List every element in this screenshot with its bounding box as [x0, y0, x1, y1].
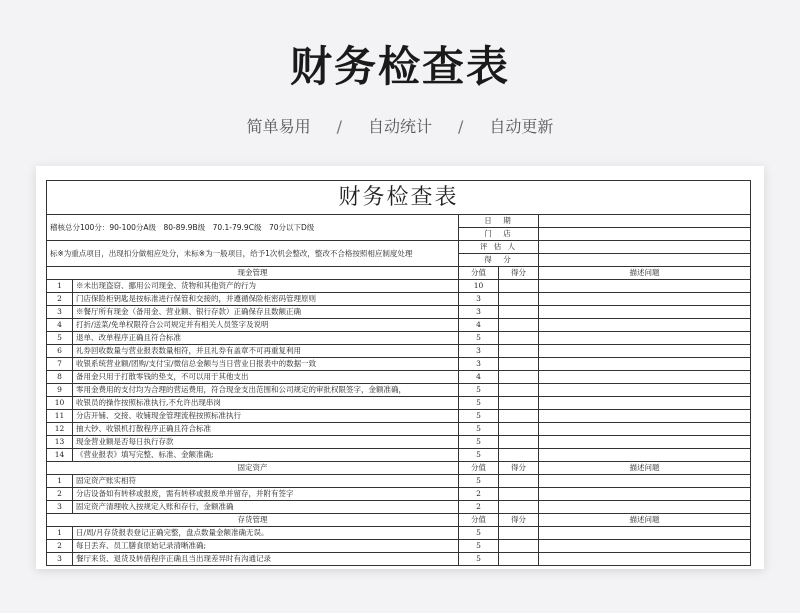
table-row — [47, 488, 751, 501]
item-points: 5 — [459, 449, 499, 462]
item-description: 固定资产账实相符 — [73, 475, 459, 488]
item-issue-cell[interactable] — [539, 397, 751, 410]
points-header: 分值 — [459, 462, 499, 475]
section-name: 现金管理 — [47, 267, 459, 280]
item-description: 每日丢弃、员工膳食原始记录清晰准确; — [73, 540, 459, 553]
sheet-title: 财务检查表 — [47, 181, 751, 215]
tagline-item-easy: 简单易用 — [246, 117, 311, 136]
item-score-cell[interactable] — [499, 332, 539, 345]
section-header-row — [47, 514, 751, 527]
item-description: 零用金费用的支付均为合理的营运费用，符合现金支出范围和公司规定的审批权限签字，金额准确， — [73, 384, 459, 397]
section-name: 固定资产 — [47, 462, 459, 475]
item-number: 4 — [47, 319, 73, 332]
table-row — [47, 436, 751, 449]
item-score-cell[interactable] — [499, 475, 539, 488]
item-description: 餐厅来货、退货及转借程序正确且当出现差异时有沟通记录 — [73, 553, 459, 566]
item-description: 固定资产清理收入按规定入账和存行，金额准确 — [73, 501, 459, 514]
item-issue-cell[interactable] — [539, 410, 751, 423]
table-row — [47, 527, 751, 540]
item-number: 1 — [47, 280, 73, 293]
item-number: 10 — [47, 397, 73, 410]
inspection-table — [46, 180, 751, 566]
item-issue-cell[interactable] — [539, 293, 751, 306]
item-score-cell[interactable] — [499, 501, 539, 514]
section-header-row — [47, 462, 751, 475]
issue-header: 描述问题 — [539, 514, 751, 527]
grading-info: 稽核总分100分：90-100分A级 80-89.9B级 70.1-79.9C级 70分以下D级 — [47, 215, 459, 241]
table-row — [47, 332, 751, 345]
table-row — [47, 410, 751, 423]
score-label: 得 分 — [459, 254, 539, 267]
table-row — [47, 345, 751, 358]
item-issue-cell[interactable] — [539, 449, 751, 462]
table-row — [47, 280, 751, 293]
table-row — [47, 553, 751, 566]
item-number: 2 — [47, 293, 73, 306]
inspector-value[interactable] — [539, 241, 751, 254]
item-issue-cell[interactable] — [539, 436, 751, 449]
item-description: 抽大钞、收银机打散程序正确且符合标准 — [73, 423, 459, 436]
item-score-cell[interactable] — [499, 319, 539, 332]
item-issue-cell[interactable] — [539, 527, 751, 540]
score-value[interactable] — [539, 254, 751, 267]
item-points: 4 — [459, 371, 499, 384]
item-points: 5 — [459, 540, 499, 553]
item-score-cell[interactable] — [499, 527, 539, 540]
item-number: 2 — [47, 488, 73, 501]
score-header: 得分 — [499, 514, 539, 527]
item-description: 《营业报表》填写完整、标准、金额准确; — [73, 449, 459, 462]
item-points: 3 — [459, 358, 499, 371]
page-title: 财务检查表 — [289, 42, 510, 91]
table-row — [47, 358, 751, 371]
item-description: 打折/送菜/免单权限符合公司规定并有相关人员签字及说明 — [73, 319, 459, 332]
item-issue-cell[interactable] — [539, 475, 751, 488]
item-description: 门店保险柜钥匙是按标准进行保管和交接的，并遵循保险柜密码管理原则 — [73, 293, 459, 306]
item-score-cell[interactable] — [499, 449, 539, 462]
item-number: 6 — [47, 345, 73, 358]
item-points: 3 — [459, 306, 499, 319]
item-points: 10 — [459, 280, 499, 293]
item-description: 礼券回收数量与营业报表数量相符，并且礼券有盖章不可再重复利用 — [73, 345, 459, 358]
item-score-cell[interactable] — [499, 423, 539, 436]
item-issue-cell[interactable] — [539, 358, 751, 371]
item-number: 8 — [47, 371, 73, 384]
spreadsheet-preview — [36, 166, 764, 569]
item-score-cell[interactable] — [499, 397, 539, 410]
points-header: 分值 — [459, 514, 499, 527]
item-number: 14 — [47, 449, 73, 462]
item-number: 3 — [47, 306, 73, 319]
item-points: 5 — [459, 397, 499, 410]
item-score-cell[interactable] — [499, 293, 539, 306]
table-row — [47, 397, 751, 410]
inspector-label: 评 估 人 — [459, 241, 539, 254]
item-description: 现金营业额是否每日执行存款 — [73, 436, 459, 449]
item-issue-cell[interactable] — [539, 319, 751, 332]
title-row — [47, 181, 751, 215]
item-points: 3 — [459, 293, 499, 306]
item-number: 1 — [47, 527, 73, 540]
store-label: 门 店 — [459, 228, 539, 241]
item-score-cell[interactable] — [499, 540, 539, 553]
tagline-item-auto-stats: 自动统计 — [367, 117, 432, 136]
table-row — [47, 449, 751, 462]
item-number: 5 — [47, 332, 73, 345]
tagline-separator: / — [458, 117, 464, 136]
item-issue-cell[interactable] — [539, 384, 751, 397]
tagline-item-auto-update: 自动更新 — [489, 117, 554, 136]
item-number: 3 — [47, 501, 73, 514]
item-number: 13 — [47, 436, 73, 449]
item-description: 收银员的操作按照标准执行,不允许出现串岗 — [73, 397, 459, 410]
item-issue-cell[interactable] — [539, 553, 751, 566]
item-number: 1 — [47, 475, 73, 488]
store-value[interactable] — [539, 228, 751, 241]
item-description: 日/周/月存货报表登记正确完整，盘点数量金额准确无误。 — [73, 527, 459, 540]
table-row — [47, 540, 751, 553]
item-points: 5 — [459, 436, 499, 449]
tagline-separator: / — [336, 117, 342, 136]
item-issue-cell[interactable] — [539, 540, 751, 553]
table-body — [47, 181, 751, 566]
item-points: 2 — [459, 488, 499, 501]
item-points: 5 — [459, 332, 499, 345]
item-issue-cell[interactable] — [539, 332, 751, 345]
item-score-cell[interactable] — [499, 436, 539, 449]
item-issue-cell[interactable] — [539, 488, 751, 501]
item-number: 3 — [47, 553, 73, 566]
item-points: 5 — [459, 410, 499, 423]
item-score-cell[interactable] — [499, 371, 539, 384]
header-row-date — [47, 215, 751, 228]
item-score-cell[interactable] — [499, 306, 539, 319]
item-description: 收银系统营业额/团购/支付宝/微信总金额与当日营业日报表中的数据一致 — [73, 358, 459, 371]
item-number: 7 — [47, 358, 73, 371]
date-value[interactable] — [539, 215, 751, 228]
table-row — [47, 319, 751, 332]
points-header: 分值 — [459, 267, 499, 280]
item-description: 分店设备如有转移或报废，需有转移或报废单并留存，并附有签字 — [73, 488, 459, 501]
item-score-cell[interactable] — [499, 384, 539, 397]
item-issue-cell[interactable] — [539, 280, 751, 293]
item-description: 退单、改单程序正确且符合标准 — [73, 332, 459, 345]
item-issue-cell[interactable] — [539, 306, 751, 319]
item-points: 3 — [459, 345, 499, 358]
header-row-inspector — [47, 241, 751, 254]
item-points: 4 — [459, 319, 499, 332]
table-row — [47, 293, 751, 306]
table-row — [47, 384, 751, 397]
item-score-cell[interactable] — [499, 410, 539, 423]
item-score-cell[interactable] — [499, 345, 539, 358]
item-number: 2 — [47, 540, 73, 553]
section-name: 存货管理 — [47, 514, 459, 527]
item-score-cell[interactable] — [499, 358, 539, 371]
item-number: 11 — [47, 410, 73, 423]
item-description: 分店开铺、交接、收铺现金管理流程按照标准执行 — [73, 410, 459, 423]
item-issue-cell[interactable] — [539, 345, 751, 358]
item-issue-cell[interactable] — [539, 371, 751, 384]
item-points: 5 — [459, 553, 499, 566]
item-points: 5 — [459, 423, 499, 436]
item-description: ※餐厅所有现金（备用金、营业额、银行存款）正确保存且数额正确 — [73, 306, 459, 319]
table-row — [47, 371, 751, 384]
item-issue-cell[interactable] — [539, 423, 751, 436]
item-points: 2 — [459, 501, 499, 514]
issue-header: 描述问题 — [539, 267, 751, 280]
table-row — [47, 475, 751, 488]
item-points: 5 — [459, 384, 499, 397]
item-description: ※未出现盗窃、挪用公司现金、货物和其他资产的行为 — [73, 280, 459, 293]
item-number: 9 — [47, 384, 73, 397]
table-row — [47, 501, 751, 514]
section-header-row — [47, 267, 751, 280]
item-score-cell[interactable] — [499, 488, 539, 501]
item-points: 5 — [459, 475, 499, 488]
item-number: 12 — [47, 423, 73, 436]
score-header: 得分 — [499, 267, 539, 280]
date-label: 日 期 — [459, 215, 539, 228]
item-score-cell[interactable] — [499, 280, 539, 293]
item-points: 5 — [459, 527, 499, 540]
table-row — [47, 306, 751, 319]
item-issue-cell[interactable] — [539, 501, 751, 514]
issue-header: 描述问题 — [539, 462, 751, 475]
item-description: 备用金只用于打散零钱的垫支，不可以用于其他支出 — [73, 371, 459, 384]
score-header: 得分 — [499, 462, 539, 475]
tagline — [0, 114, 800, 137]
rules-info: 标※为重点项目，出现扣分做相应处分，未标※为一般项目，给予1次机会整改，整改不合格按照相应制度处理 — [47, 241, 459, 267]
table-row — [47, 423, 751, 436]
item-score-cell[interactable] — [499, 553, 539, 566]
